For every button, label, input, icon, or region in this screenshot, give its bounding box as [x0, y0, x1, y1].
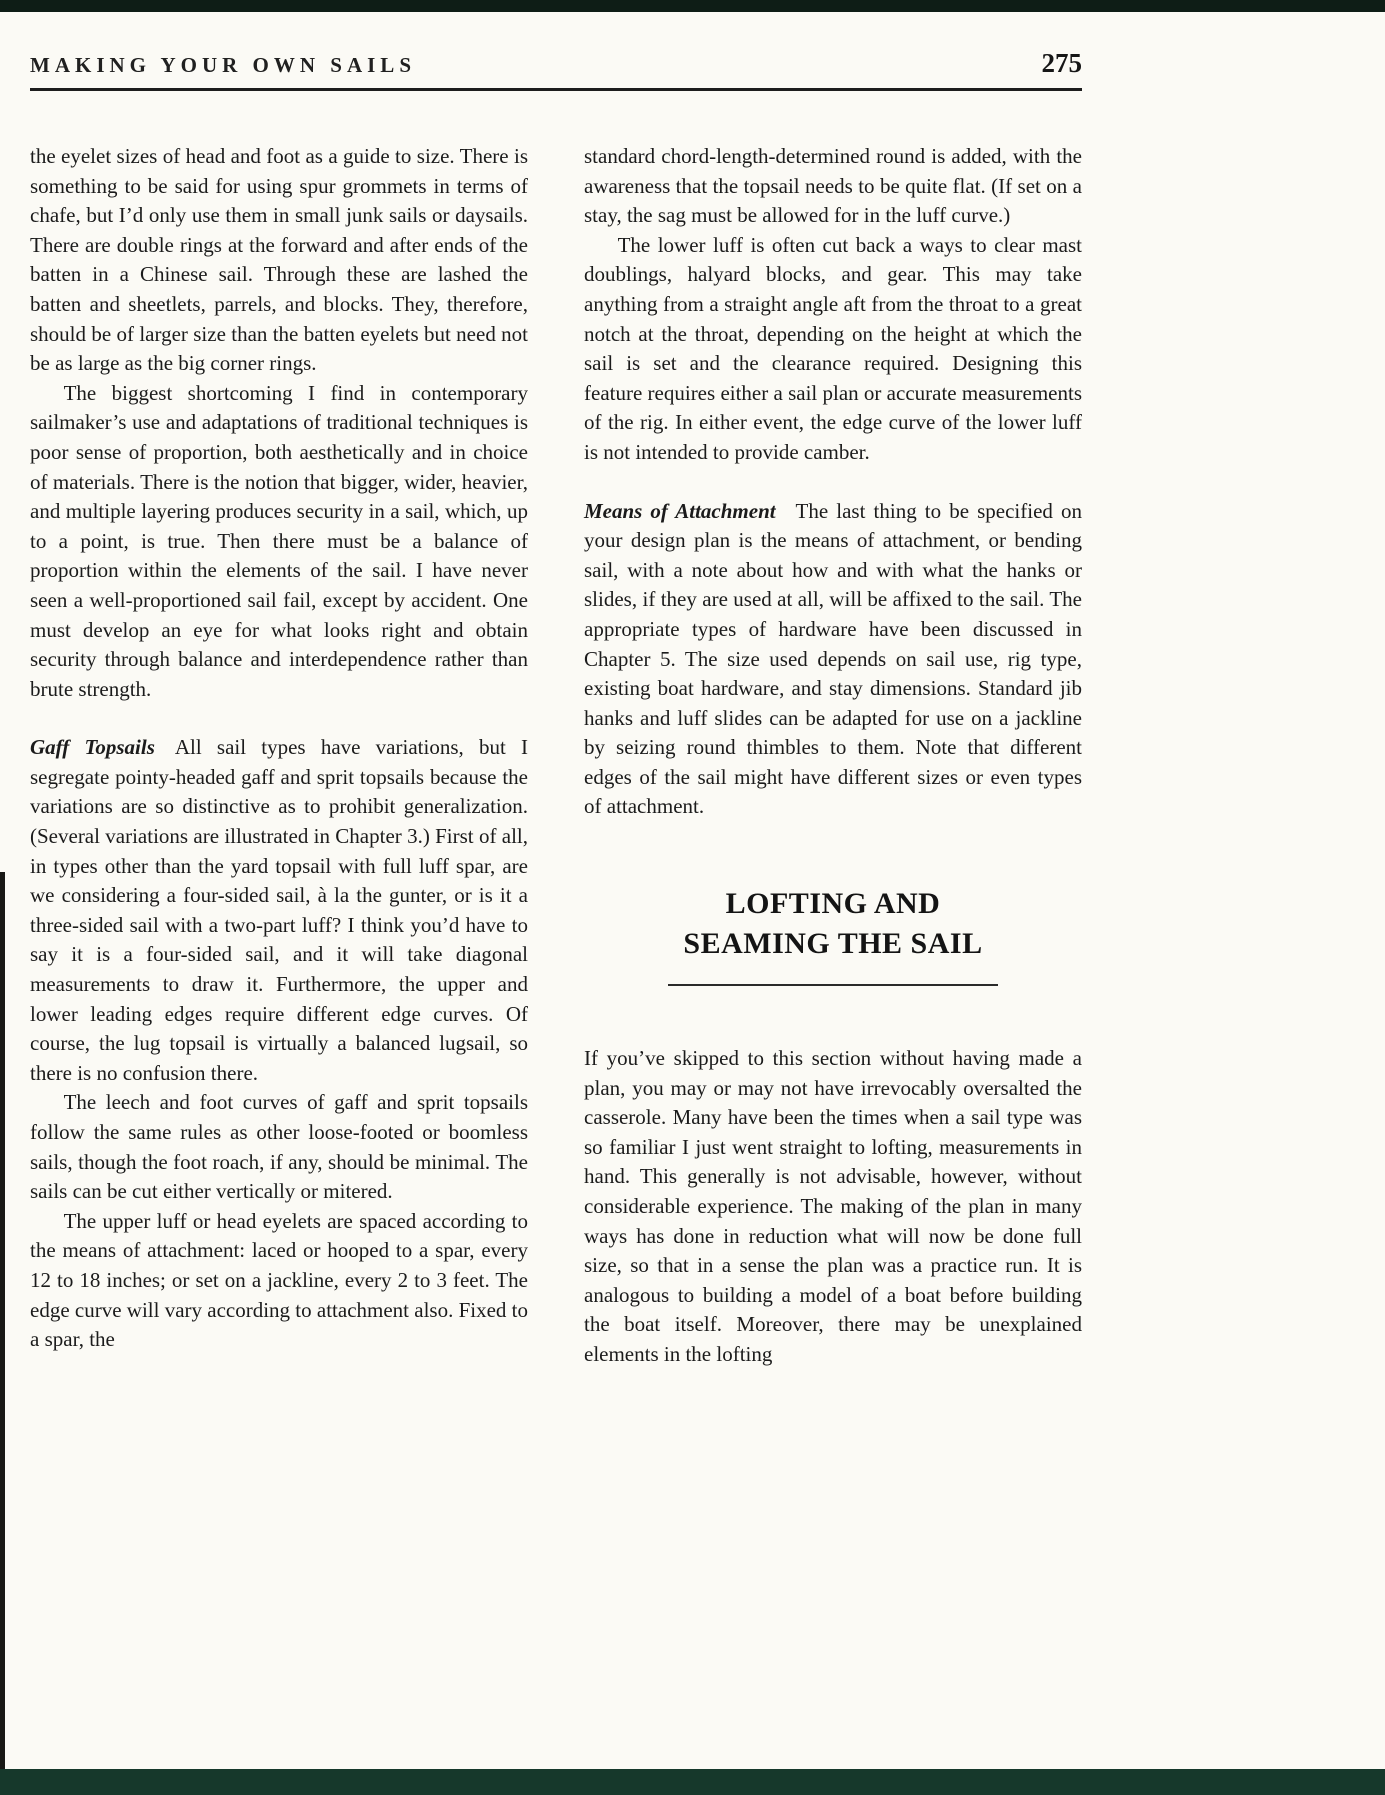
page-left-scan-edge: [0, 872, 5, 1795]
section-heading-line: LOFTING AND: [725, 887, 941, 921]
paragraph: The upper luff or head eyelets are spaced according to the means of attachment: laced or hooped to a spar, every 12 to 18 inches; or set on a jackline, every 2 to 3 feet. The edge curve will vary according to attachment also. Fixed to a spar, the: [30, 1208, 529, 1352]
page-bottom-scan-bar: [0, 1769, 1385, 1795]
paragraph-means-of-attachment: [584, 497, 1082, 823]
page-header: [30, 48, 1082, 91]
paragraph-text: All sail types have variations, but I segregate pointy-headed gaff and sprit topsails because the variations are so distinctive as to prohibit generalization. (Several variations are illustrated in Chapter 3.) First of all, in types other than the yard topsail with full luff spar, are we considering a four-sided sail, à la the gunter, or is it a three-sided sail with a two-part luff? I think you’d have to say it is a four-sided sail, and it will take diagonal measurements to draw it. Furthermore, the upper and lower leading edges require different edge curves. Of course, the lug topsail is virtually a balanced lugsail, so there is no confusion there.: [30, 735, 528, 1085]
section-heading-lofting-and-seaming: [584, 884, 1082, 986]
section-heading-line: SEAMING THE SAIL: [683, 927, 983, 961]
section-heading-rule: [668, 984, 998, 986]
paragraph: If you’ve skipped to this section without having made a plan, you may or may not have irrevocably oversalted the casserole. Many have been the times when a sail type was so familiar I just went straight to lofting, measurements in hand. This generally is not advisable, however, without considerable experience. The making of the plan in many ways has done in reduction what will now be done full size, so that in a sense the plan was a practice run. It is analogous to building a model of a boat before building the boat itself. Moreover, there may be unexplained elements in the lofting: [584, 1046, 1082, 1366]
paragraph-text: The last thing to be specified on your design plan is the means of attachment, or bending sail, with a note about how and with what the hanks or slides, if they are used at all, will be affixed to the sail. The appropriate types of hardware have been discussed in Chapter 5. The size used depends on sail use, rig type, existing boat hardware, and stay dimensions. Standard jib hanks and luff slides can be adapted for use on a jackline by seizing round thimbles to them. Note that different edges of the sail might have different sizes or even types of attachment.: [584, 498, 1083, 819]
paragraph: standard chord-length-determined round is added, with the awareness that the topsail needs to be quite flat. (If set on a stay, the sag must be allowed for in the luff curve.): [584, 144, 1082, 228]
paragraph-gaff-topsails: [30, 733, 528, 1088]
paragraph: The biggest shortcoming I find in contemporary sailmaker’s use and adaptations of traditional techniques is poor sense of proportion, both aesthetically and in choice of materials. There is the notion that bigger, wider, heavier, and multiple layering produces security in a sail, which, up to a point, is true. Then there must be a balance of proportion within the elements of the sail. I have never seen a well-proportioned sail fail, except by accident. One must develop an eye for what looks right and obtain security through balance and interdependence rather than brute strength.: [30, 380, 528, 701]
paragraph: The lower luff is often cut back a ways to clear mast doublings, halyard blocks, and gear. This may take anything from a straight angle aft from the throat to a great notch at the throat, depending on the height at which the sail is set and the clearance required. Designing this feature requires either a sail plan or accurate measurements of the rig. In either event, the edge curve of the lower luff is not intended to provide camber.: [584, 232, 1082, 464]
page-number: 275: [1041, 48, 1082, 78]
text-columns: [30, 142, 1082, 1370]
page-top-scan-bar: [0, 0, 1385, 12]
paragraph: the eyelet sizes of head and foot as a guide to size. There is something to be said for using spur grommets in terms of chafe, but I’d only use them in small junk sails or daysails. There are double rings at the forward and after ends of the batten in a Chinese sail. Through these are lashed the batten and sheetlets, parrels, and blocks. They, therefore, should be of larger size than the batten eyelets but need not be as large as the big corner rings.: [30, 144, 528, 376]
run-in-heading: Means of Attachment: [584, 498, 776, 523]
run-in-heading: Gaff Topsails: [30, 735, 155, 760]
left-column: [30, 142, 528, 1370]
running-head-title: MAKING YOUR OWN SAILS: [30, 53, 416, 77]
paragraph: The leech and foot curves of gaff and sprit topsails follow the same rules as other loose-footed or boomless sails, though the foot roach, if any, should be minimal. The sails can be cut either vertically or mitered.: [30, 1090, 528, 1204]
right-column: [584, 142, 1082, 1370]
header-rule: [30, 88, 1082, 91]
